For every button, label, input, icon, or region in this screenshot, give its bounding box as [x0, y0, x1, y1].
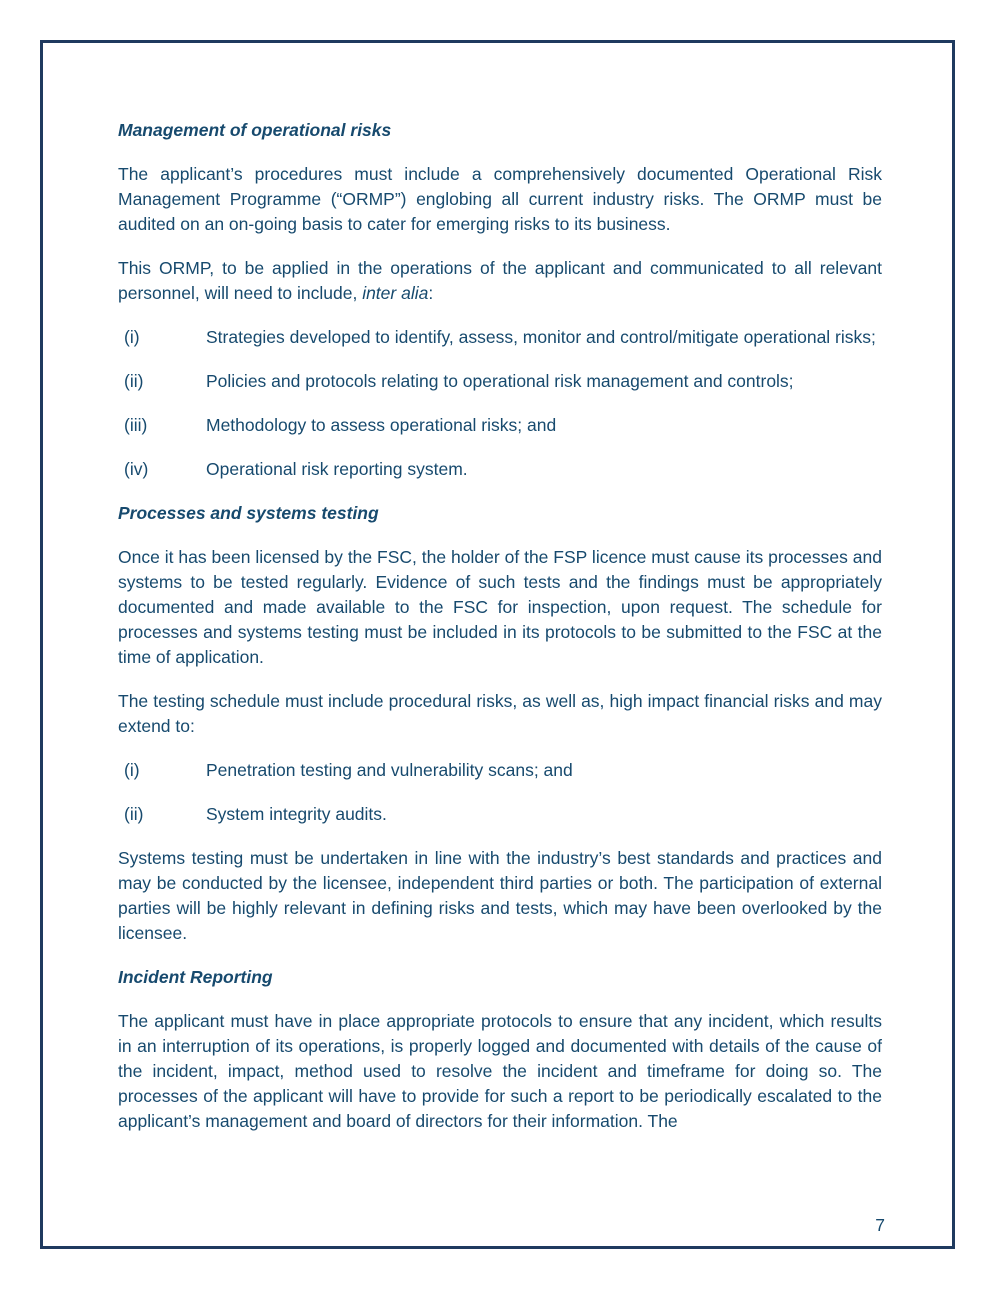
- list-item-number: (ii): [124, 371, 144, 391]
- list-item-text: Strategies developed to identify, assess, monitor and control/mitigate operational risks;: [206, 327, 876, 347]
- document-body: [118, 118, 882, 1153]
- testing-paragraph-2: The testing schedule must include procedural risks, as well as, high impact financial risks and may extend to:: [118, 691, 882, 736]
- section-heading-testing: Processes and systems testing: [118, 503, 379, 523]
- incident-paragraph-1: The applicant must have in place appropriate protocols to ensure that any incident, which results in an interruption of its operations, is properly logged and documented with details of the cause of the incident, impact, method used to resolve the incident and timeframe for doing so. The processes of the applicant will have to provide for such a report to be periodically escalated to the applicant’s management and board of directors for their information. The: [118, 1011, 882, 1131]
- list-item-number: (i): [124, 327, 140, 347]
- testing-list: [118, 758, 882, 827]
- list-item: [118, 758, 882, 783]
- ormp-list: [118, 325, 882, 482]
- testing-paragraph-1: Once it has been licensed by the FSC, the holder of the FSP licence must cause its processes and systems to be tested regularly. Evidence of such tests and the findings must be appropriately documented and made available to the FSC for inspection, upon request. The schedule for processes and systems testing must be included in its protocols to be submitted to the FSC at the time of application.: [118, 547, 882, 667]
- list-item: [118, 325, 882, 350]
- list-item-text: Penetration testing and vulnerability scans; and: [206, 760, 573, 780]
- list-item-text: System integrity audits.: [206, 804, 387, 824]
- section-heading-incident: Incident Reporting: [118, 967, 273, 987]
- ormp-p2-text: This ORMP, to be applied in the operations of the applicant and communicated to all relevant personnel, will need to include,: [118, 258, 882, 303]
- list-item-text: Operational risk reporting system.: [206, 459, 468, 479]
- ormp-p2-colon: :: [428, 283, 434, 303]
- list-item-text: Policies and protocols relating to operational risk management and controls;: [206, 371, 794, 391]
- testing-paragraph-3: Systems testing must be undertaken in line with the industry’s best standards and practices and may be conducted by the licensee, independent third parties or both. The participation of external parties will be highly relevant in defining risks and tests, which may have been overlooked by the licensee.: [118, 848, 882, 943]
- list-item-number: (i): [124, 760, 140, 780]
- section-heading-ormp: Management of operational risks: [118, 120, 392, 140]
- list-item-text: Methodology to assess operational risks; and: [206, 415, 557, 435]
- ormp-paragraph-1: The applicant’s procedures must include a comprehensively documented Operational Risk Management Programme (“ORMP”) englobing all current industry risks. The ORMP must be audited on an on-going basis to cater for emerging risks to its business.: [118, 164, 882, 234]
- ormp-paragraph-2: [118, 256, 882, 306]
- list-item-number: (ii): [124, 804, 144, 824]
- list-item: [118, 369, 882, 394]
- list-item-number: (iv): [124, 459, 149, 479]
- ormp-p2-italic: inter alia: [362, 283, 429, 303]
- list-item-number: (iii): [124, 415, 148, 435]
- list-item: [118, 413, 882, 438]
- page-number: 7: [875, 1215, 885, 1235]
- list-item: [118, 802, 882, 827]
- list-item: [118, 457, 882, 482]
